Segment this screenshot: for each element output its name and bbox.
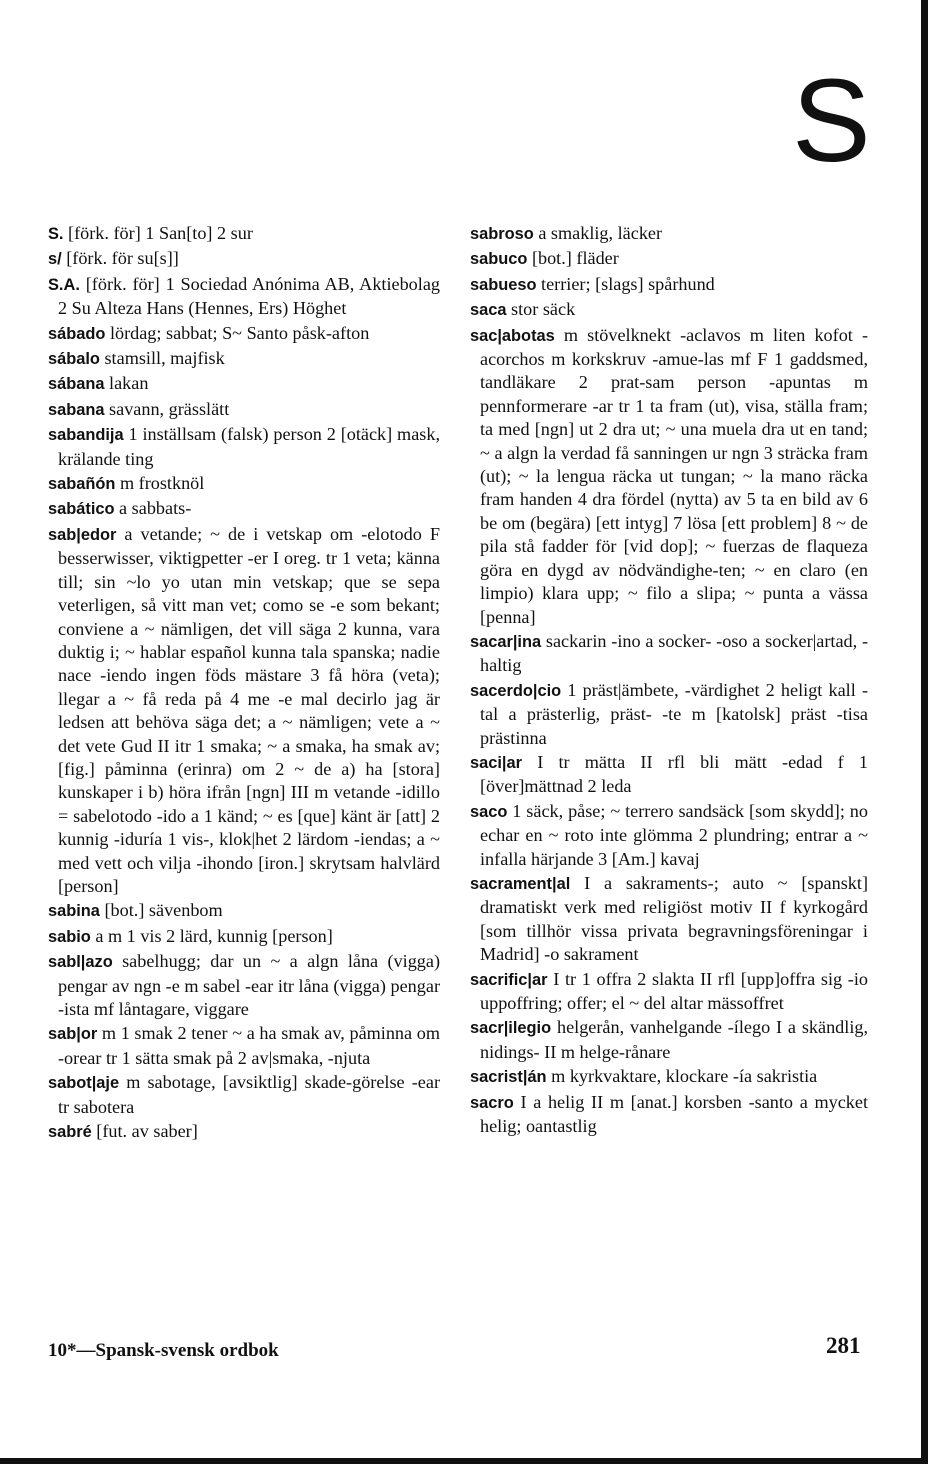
entry-definition: I tr 1 offra 2 slakta II rfl [upp]offra sig -io uppoffring; offer; el ~ del altar mässoffret: [480, 968, 868, 1013]
entry-headword: sacr|ilegio: [470, 1019, 552, 1038]
dictionary-entry: [48, 273, 440, 321]
dictionary-entry: [470, 1091, 868, 1139]
entry-headword: sábalo: [48, 350, 100, 369]
entry-definition: I a helig II m [anat.] korsben -santo a mycket helig; oantastlig: [480, 1091, 869, 1137]
entry-definition: a vetande; ~ de i vetskap om -elotodo F besserwisser, viktigpetter -er I oreg. tr 1 veta; känna till; sin ~lo yo utan min vetskap; que se sepa veterligen, så vitt man vet; como se -e som bekant; conviene a ~ nämligen, det vill säga 2 kunna, vara duktig i; ~ hablar español kunna tala spanska; nadie nace -iendo ingen föds mästare 3 få höra (veta); llegar a ~ få reda på 4 me -e mal decirlo jag är ledsen att behöva säga det; a ~ nämligen; vete a ~ det vete Gud II itr 1 smaka; ~ a smaka, ha smak av; [fig.] påminna (erinra) om 2 ~ de a) ha [stora] kunskaper i b) höra ifrån [ngn] III m vetande -idillo = sabelotodo -ido a 1 känd; ~ es [que] känt är [att] 2 kunnig -iduría 1 vis-, klok|het 2 lärdom -iendas; a ~ med vett och vilja -ihondo [iron.] skrytsam halvlärd [person]: [58, 523, 440, 896]
entry-headword: S.: [48, 225, 64, 243]
entry-definition: stamsill, majfisk: [104, 348, 225, 369]
entry-definition: a smaklig, läcker: [538, 223, 663, 243]
entry-headword: sabana: [48, 400, 105, 419]
dictionary-entry: [470, 273, 868, 297]
entry-headword: sacrist|án: [470, 1068, 547, 1087]
entry-definition: I tr mätta II rfl bli mätt -edad f 1 [över]mättnad 2 leda: [480, 751, 868, 797]
entry-definition: [bot.] fläder: [531, 248, 619, 269]
dictionary-entry: [470, 222, 868, 246]
entry-headword: saco: [470, 802, 508, 821]
dictionary-entry: [48, 398, 440, 422]
dictionary-entry: [48, 1120, 440, 1144]
dictionary-entry: [48, 322, 440, 346]
entry-headword: sabio: [48, 927, 91, 946]
entry-definition: [bot.] sävenbom: [104, 900, 223, 921]
book-title-footer: 10*—Spansk-svensk ordbok: [48, 1340, 279, 1361]
dictionary-entry: [470, 800, 868, 871]
entry-definition: 1 säck, påse; ~ terrero sandsäck [som skydd]; no echar en ~ roto inte glömma 2 plundring; entrar a ~ infalla härjande 3 [Am.] kavaj: [480, 800, 868, 869]
entry-headword: sabueso: [470, 275, 537, 294]
entry-definition: 1 inställsam (falsk) person 2 [otäck] mask, krälande ting: [58, 424, 440, 469]
dictionary-entry: [48, 523, 440, 899]
dictionary-entry: [48, 899, 440, 923]
entry-definition: sabelhugg; dar un ~ a algn låna (vigga) pengar av ngn -e m sabel -ear itr låna (vigga) pengar -ista mf låntagare, viggare: [58, 951, 441, 1019]
entry-definition: helgerån, vanhelgande -ílego I a skändlig, nidings- II m helge-rånare: [480, 1017, 869, 1062]
entry-definition: [fut. av saber]: [96, 1121, 198, 1142]
entry-headword: saca: [470, 301, 507, 320]
entry-definition: lördag; sabbat; S~ Santo påsk-afton: [109, 322, 370, 343]
entry-headword: sabático: [48, 500, 115, 519]
dictionary-entry: [48, 1071, 440, 1119]
right-column: [470, 222, 868, 1139]
entry-definition: m stövelknekt -aclavos m liten kofot -acorchos m korkskruv -amue-las mf F 1 gaddsmed, tandläkare 2 prat-sam person -apuntas m pennformerare -ar tr 1 ta fram (ut), visa, ställa fram; ta med [ngn] ut 2 dra ut; ~ una muela dra ut en tand; ~ a algn la verdad få sanningen ur ngn 3 sträcka fram (ut); ~ la lengua räcka ut tungan; ~ la mano räcka fram handen 4 dra fördel (nytta) av 5 ta en bild av 6 be om (begära) [ett intyg] 7 lösa [ett problem] 8 ~ de pila stå fadder för [vid dop]; ~ fuerzas de flaqueza göra en dygd av nödvändighe-ten; ~ en claro (en limpio) klara upp; ~ filo a slipa; ~ punta a vässa [penna]: [480, 324, 869, 627]
entry-headword: sábado: [48, 324, 106, 343]
entry-definition: a m 1 vis 2 lärd, kunnig [person]: [95, 925, 333, 946]
dictionary-entry: [470, 298, 868, 322]
dictionary-entry: [48, 372, 440, 396]
left-column: [48, 222, 440, 1145]
entry-definition: lakan: [109, 373, 149, 394]
entry-definition: terrier; [slags] spårhund: [541, 273, 715, 294]
dictionary-entry: [48, 925, 440, 949]
dictionary-entry: [48, 472, 440, 496]
entry-definition: [förk. för] 1 San[to] 2 sur: [68, 223, 253, 243]
dictionary-entry: [48, 950, 440, 1021]
entry-headword: sabroso: [470, 225, 534, 243]
entry-definition: m 1 smak 2 tener ~ a ha smak av, påminna om -orear tr 1 sätta smak på 2 av|smaka, -njuta: [58, 1023, 440, 1068]
entry-headword: sabré: [48, 1123, 92, 1142]
entry-definition: m sabotage, [avsiktlig] skade-görelse -ear tr sabotera: [58, 1072, 441, 1117]
section-letter: S: [792, 55, 871, 187]
dictionary-entry: [470, 872, 868, 967]
entry-definition: sackarin -ino a socker- -oso a socker|artad, -haltig: [480, 630, 869, 676]
entry-definition: [förk. för] 1 Sociedad Anónima AB, Aktiebolag 2 Su Alteza Hans (Hennes, Ers) Höghet: [58, 273, 440, 319]
entry-definition: 1 präst|ämbete, -värdighet 2 heligt kall -tal a prästerlig, präst- -te m [katolsk] präst -tisa prästinna: [480, 679, 869, 748]
entry-headword: sabandija: [48, 426, 124, 445]
dictionary-entry: [48, 497, 440, 521]
entry-headword: sábana: [48, 375, 105, 394]
entry-definition: m kyrkvaktare, klockare -ía sakristia: [551, 1066, 818, 1087]
entry-headword: sab|or: [48, 1025, 98, 1044]
entry-headword: sab|edor: [48, 525, 117, 544]
dictionary-entry: [470, 1016, 868, 1064]
entry-definition: savann, grässlätt: [109, 398, 230, 419]
entry-definition: stor säck: [511, 299, 576, 320]
dictionary-entry: [470, 751, 868, 799]
dictionary-entry: [48, 1022, 440, 1070]
entry-headword: sacro: [470, 1093, 514, 1112]
dictionary-entry: [470, 968, 868, 1016]
page-number: 281: [826, 1333, 861, 1358]
dictionary-entry: [48, 247, 440, 271]
entry-headword: S.A.: [48, 275, 80, 294]
entry-headword: sabuco: [470, 250, 528, 269]
dictionary-entry: [48, 423, 440, 471]
entry-definition: m frostknöl: [119, 473, 205, 494]
entry-definition: I a sakraments-; auto ~ [spanskt] dramatiskt verk med religiöst motiv II f kyrkogård [som tillhör vissa privata begravningsföreningar i Madrid] -o sakrament: [480, 872, 868, 965]
page-edge-bottom: [0, 1458, 928, 1464]
entry-headword: sacrament|al: [470, 874, 571, 893]
entry-headword: sabina: [48, 902, 100, 921]
page-edge-right: [921, 0, 928, 1464]
dictionary-entry: [470, 1065, 868, 1089]
entry-headword: sabl|azo: [48, 953, 113, 972]
dictionary-entry: [470, 247, 868, 271]
entry-headword: sacrific|ar: [470, 970, 548, 989]
dictionary-entry: [48, 347, 440, 371]
entry-headword: sacar|ina: [470, 632, 542, 651]
entry-headword: sacerdo|cio: [470, 681, 562, 700]
dictionary-entry: [470, 630, 868, 678]
entry-definition: [förk. för su[s]]: [66, 248, 179, 269]
dictionary-entry: [470, 324, 868, 629]
dictionary-entry: [48, 222, 440, 246]
entry-headword: sac|abotas: [470, 326, 555, 345]
entry-headword: sabot|aje: [48, 1074, 120, 1093]
entry-headword: s/: [48, 250, 62, 269]
dictionary-entry: [470, 679, 868, 750]
entry-headword: saci|ar: [470, 753, 522, 772]
entry-definition: a sabbats-: [119, 498, 192, 519]
entry-headword: sabañón: [48, 475, 116, 494]
